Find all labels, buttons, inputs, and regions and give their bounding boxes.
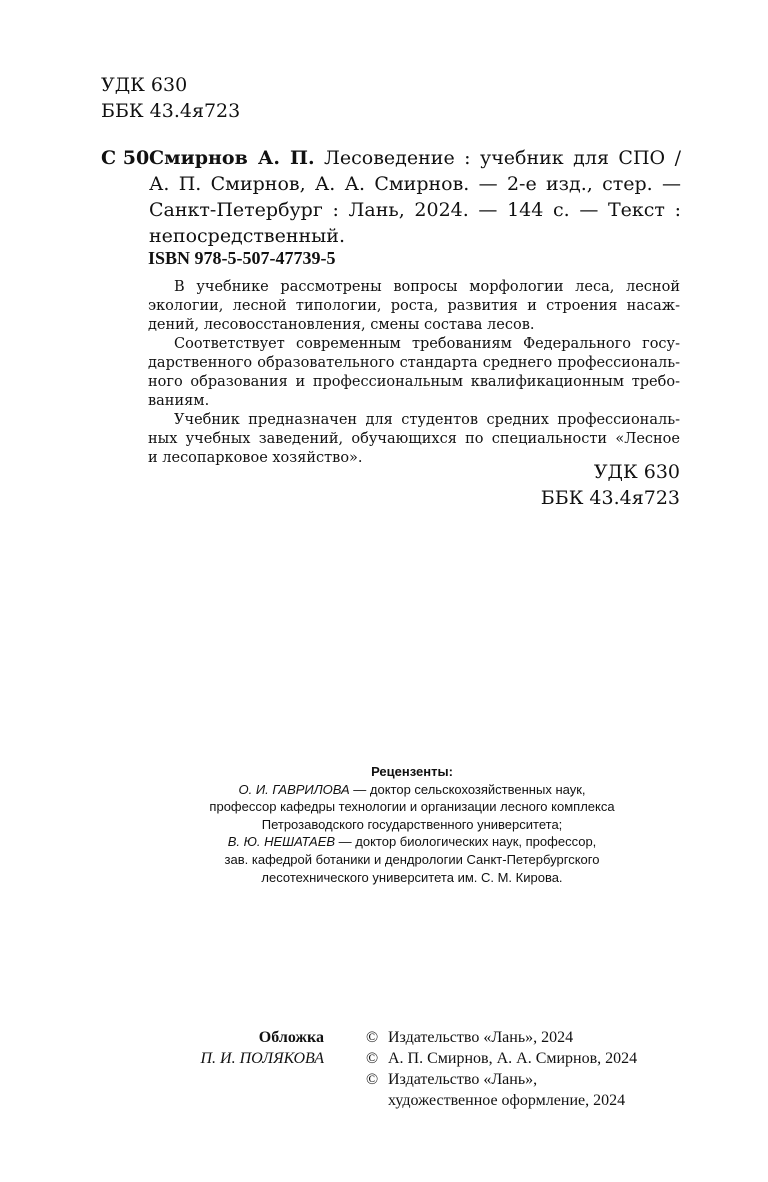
copyright-line: © Издательство «Лань», 2024 (366, 1029, 574, 1046)
catalog-entry-line-2: А. П. Смирнов, А. А. Смирнов. — 2-е изд., стер. — (149, 173, 681, 195)
reviewer-2-position: зав. кафедрой ботаники и дендрологии Санкт-Петербургского (224, 851, 600, 867)
reviewer-2-affiliation: лесотехнического университета им. С. М. Кирова. (261, 869, 563, 885)
copyright-continuation: художественное оформление, 2024 (388, 1092, 626, 1109)
copyright-icon: © (366, 1050, 379, 1067)
reviewer-2-name: В. Ю. НЕШАТАЕВ (227, 834, 336, 850)
abstract-line: дарственного образовательного стандарта среднего профессиональ- (148, 355, 680, 371)
bottom-classification-codes (541, 459, 680, 511)
reviewer-1-line (170, 781, 654, 799)
catalog-entry-line-1 (149, 145, 681, 171)
abstract-line: В учебнике рассмотрены вопросы морфологии леса, лесной (174, 279, 680, 295)
udc-code: УДК 630 (593, 461, 680, 483)
copyright-icon: © (366, 1029, 379, 1046)
copyright-icon: © (366, 1071, 379, 1088)
reviewer-2-credentials: — доктор биологических наук, профессор, (335, 834, 597, 850)
abstract-line: ных учебных заведений, обучающихся по специальности «Лесное (148, 431, 680, 447)
top-classification-codes (101, 72, 240, 124)
catalog-entry-text (149, 145, 681, 249)
reviewer-1-name: О. И. ГАВРИЛОВА (238, 781, 350, 797)
abstract-line: ваниям. (148, 393, 210, 409)
reviewer-1-position: профессор кафедры технологии и организации лесного комплекса (209, 799, 615, 815)
reviewer-1-credentials: — доктор сельскохозяйственных наук, (349, 781, 586, 797)
author-name: Смирнов А. П. (149, 147, 315, 169)
abstract-line: ного образования и профессиональным квалификационным требо- (148, 374, 680, 390)
copyright-line: © А. П. Смирнов, А. А. Смирнов, 2024 (366, 1050, 638, 1067)
abstract-line: экологии, лесной типологии, роста, развития и строения насаж- (148, 298, 680, 314)
abstract (148, 278, 680, 468)
reviewers-title: Рецензенты: (371, 764, 453, 779)
copyright-line: © Издательство «Лань», (366, 1071, 538, 1088)
abstract-line: и лесопарковое хозяйство». (148, 450, 363, 466)
catalog-entry-id: С 50 (101, 147, 150, 169)
reviewers-block (170, 763, 654, 886)
cover-artist: П. И. ПОЛЯКОВА (200, 1050, 324, 1067)
udc-code: УДК 630 (101, 74, 188, 96)
abstract-line: дений, лесовосстановления, смены состава лесов. (148, 317, 535, 333)
copyright-block (366, 1027, 686, 1111)
reviewer-1-affiliation: Петрозаводского государственного университета; (261, 816, 563, 832)
cover-label: Обложка (258, 1029, 324, 1046)
cover-credit (150, 1027, 324, 1069)
catalog-entry-line-3: Санкт-Петербург : Лань, 2024. — 144 с. — Текст : (149, 199, 681, 221)
abstract-line: Соответствует современным требованиям Федерального госу- (174, 336, 680, 352)
isbn: ISBN 978-5-507-47739-5 (148, 248, 336, 268)
bbk-code: ББК 43.4я723 (540, 487, 680, 509)
bbk-code: ББК 43.4я723 (101, 100, 241, 122)
catalog-entry-line-4: непосредственный. (149, 225, 346, 247)
abstract-line: Учебник предназначен для студентов средних профессиональ- (174, 412, 680, 428)
reviewer-2-line (170, 833, 654, 851)
title-part: Лесоведение : учебник для СПО / (314, 147, 681, 169)
